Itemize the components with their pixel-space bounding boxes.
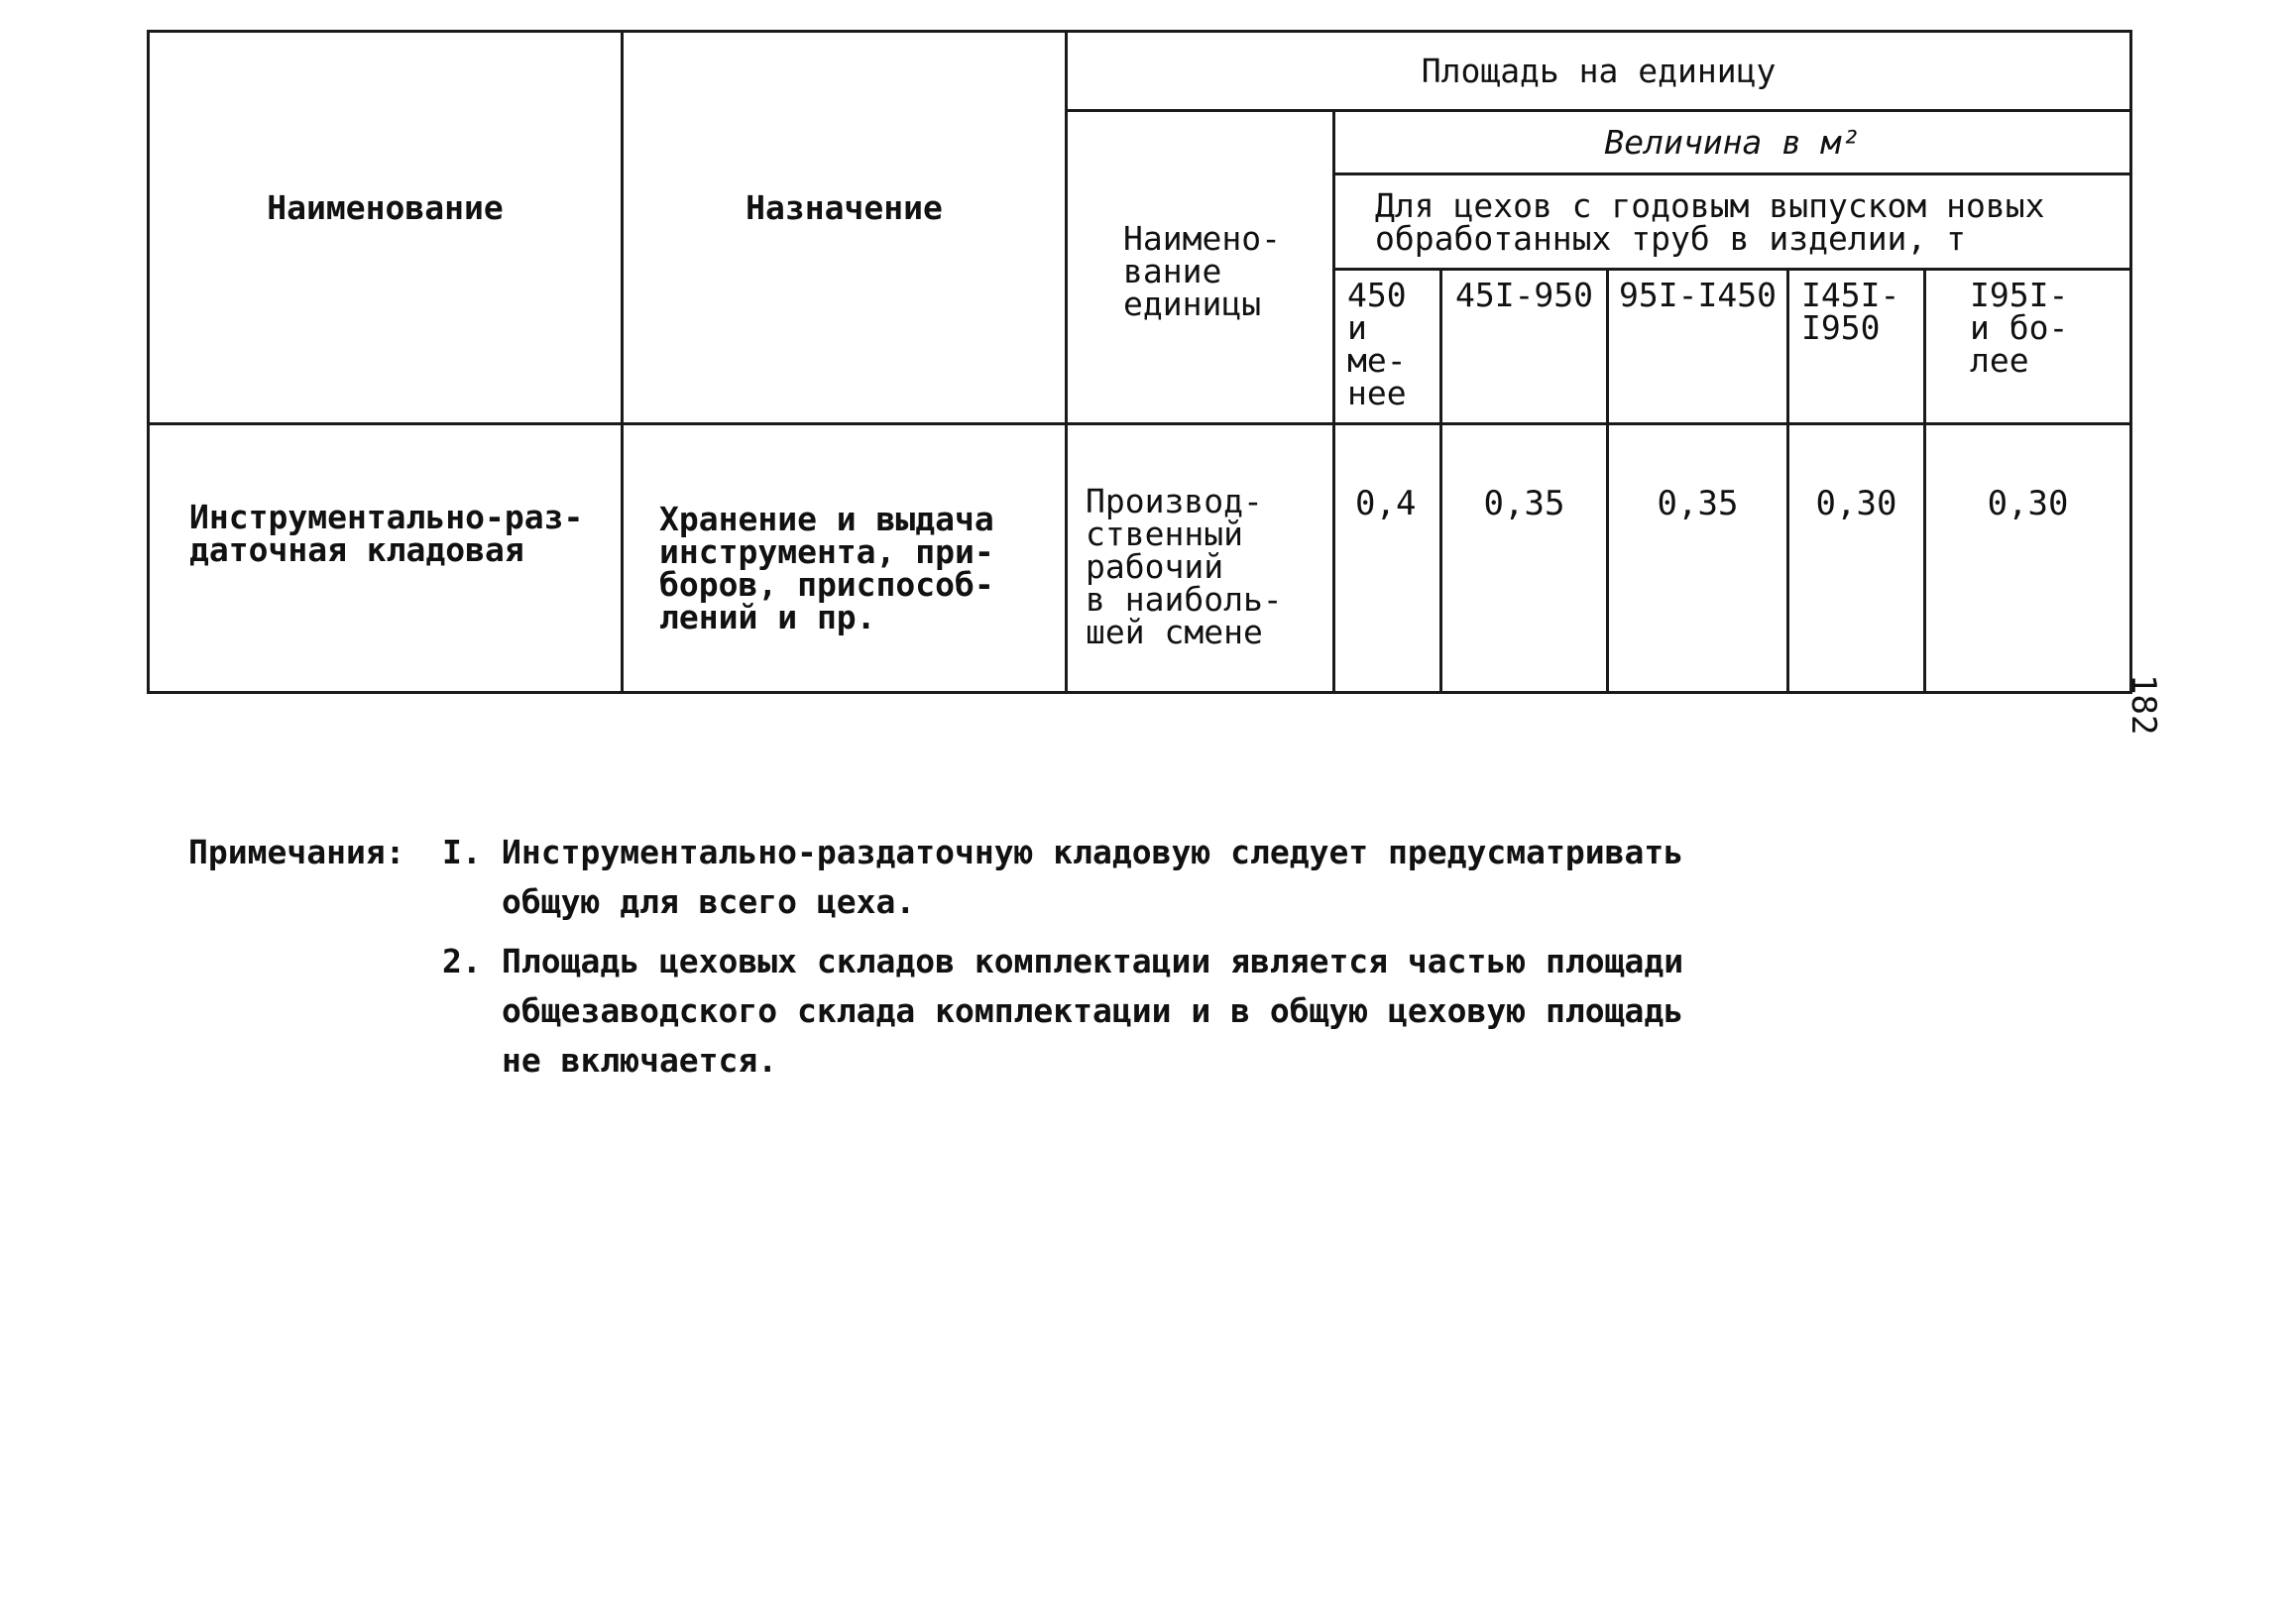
row-unit-line: Производ- xyxy=(1086,482,1263,520)
value-cell: 0,35 xyxy=(1441,424,1608,693)
notes-label: Примечания: xyxy=(188,833,405,871)
header-range-line: 450 xyxy=(1347,276,1407,314)
header-range-2 xyxy=(1441,270,1608,424)
header-size: Величина в м² xyxy=(1334,111,2131,174)
row-unit-line: рабочий xyxy=(1086,547,1224,586)
value-cell: 0,30 xyxy=(1788,424,1925,693)
row-name xyxy=(149,424,623,693)
note-item xyxy=(442,937,1683,1086)
header-range-5 xyxy=(1925,270,2131,424)
note-line: общую для всего цеха. xyxy=(502,882,916,921)
header-unit-name xyxy=(1067,111,1334,424)
header-range-1 xyxy=(1334,270,1441,424)
header-range-line: I95I- xyxy=(1970,276,2069,314)
row-purpose-line: боров, приспособ- xyxy=(659,565,994,604)
row-unit-line: шей смене xyxy=(1086,613,1263,651)
header-range-3 xyxy=(1608,270,1788,424)
value-cell: 0,35 xyxy=(1608,424,1788,693)
page-number: 182 xyxy=(2124,674,2163,736)
note-number: 2. xyxy=(442,942,482,980)
row-name-line: даточная кладовая xyxy=(189,530,524,569)
header-shops-line: обработанных труб в изделии, т xyxy=(1375,218,1967,258)
row-purpose-line: инструмента, при- xyxy=(659,532,994,571)
header-range-line: нее xyxy=(1347,374,1407,412)
header-name: Наименование xyxy=(149,32,623,424)
row-purpose xyxy=(623,424,1067,693)
header-range-line: и xyxy=(1347,308,1367,347)
note-number: I. xyxy=(442,833,482,871)
value-cell: 0,4 xyxy=(1334,424,1441,693)
header-range-4 xyxy=(1788,270,1925,424)
header-unit-name-line: единицы xyxy=(1123,285,1262,323)
header-range-line: 45I-950 xyxy=(1454,276,1594,314)
header-purpose: Назначение xyxy=(623,32,1067,424)
header-unit-name-line: вание xyxy=(1123,252,1222,290)
note-line: общезаводского склада комплектации и в общую цеховую площадь xyxy=(502,991,1684,1030)
row-purpose-line: Хранение и выдача xyxy=(659,500,994,538)
note-line: Площадь цеховых складов комплектации является частью площади xyxy=(502,942,1684,980)
row-unit-line: в наиболь- xyxy=(1086,580,1283,619)
header-range-line: и бо- xyxy=(1970,308,2069,347)
note-line: Инструментально-раздаточную кладовую следует предусматривать xyxy=(502,833,1684,871)
norms-table xyxy=(147,30,2132,694)
row-purpose-line: лений и пр. xyxy=(659,598,876,636)
header-shops-line: Для цехов с годовым выпуском новых xyxy=(1375,185,2045,225)
header-shops xyxy=(1334,174,2131,270)
header-range-line: I950 xyxy=(1801,308,1881,347)
row-unit-line: ственный xyxy=(1086,515,1243,553)
note-line: не включается. xyxy=(502,1041,778,1080)
header-range-line: ме- xyxy=(1347,341,1407,380)
header-range-line: лее xyxy=(1970,341,2029,380)
note-item xyxy=(442,828,1683,927)
row-name-line: Инструментально-раз- xyxy=(189,498,584,536)
header-unit-name-line: Наимено- xyxy=(1123,219,1281,258)
header-range-line: I45I- xyxy=(1801,276,1900,314)
header-range-line: 95I-I450 xyxy=(1619,276,1777,314)
header-area-per-unit: Площадь на единицу xyxy=(1067,32,2131,111)
row-unit xyxy=(1067,424,1334,693)
value-cell: 0,30 xyxy=(1925,424,2131,693)
